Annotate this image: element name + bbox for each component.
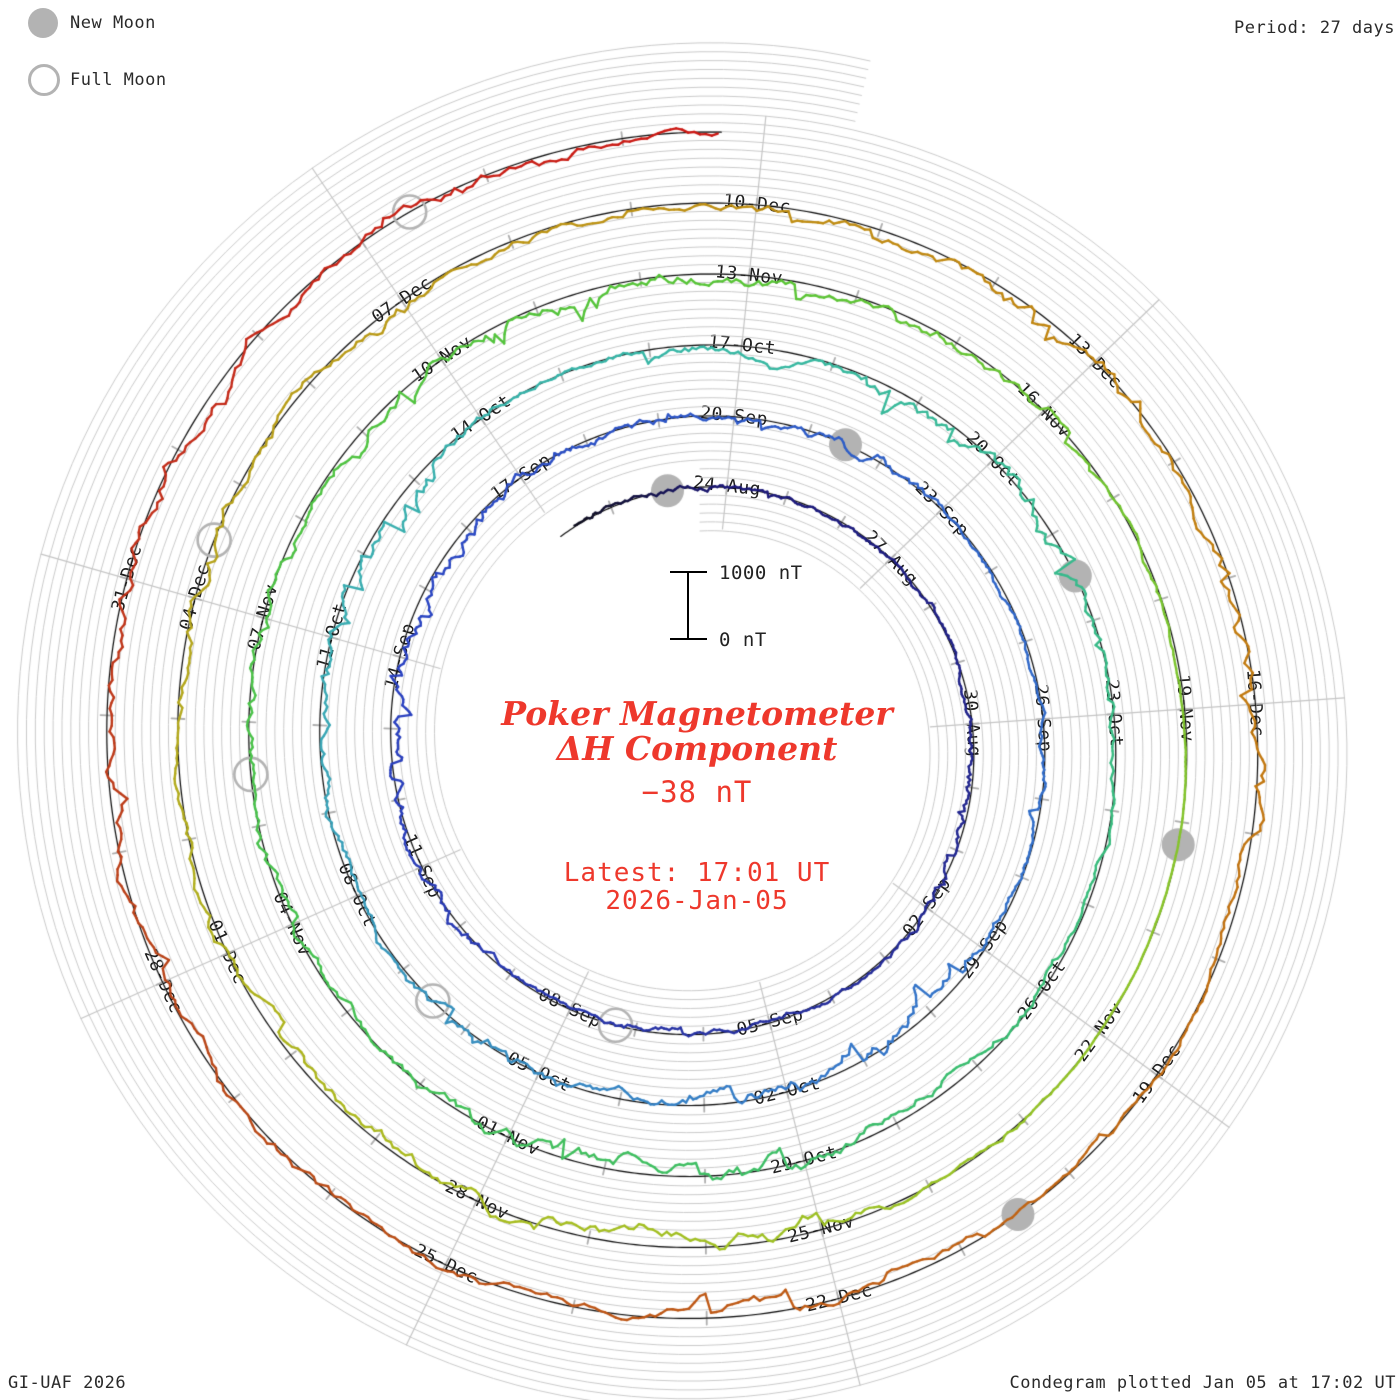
plot-title-line2: ΔH Component [556,729,838,768]
legend-new-moon-label: New Moon [70,13,156,33]
latest-date-line: 2026-Jan-05 [605,886,789,916]
plotted-timestamp-label: Condegram plotted Jan 05 at 17:02 UT [1009,1373,1396,1393]
latest-value: −38 nT [641,775,753,809]
credit-label: GI-UAF 2026 [8,1373,127,1393]
plot-title-line1: Poker Magnetometer [501,694,893,733]
scale-bar-bottom-label: 0 nT [719,629,767,651]
latest-time-line: Latest: 17:01 UT [563,858,831,888]
scale-bar-top-label: 1000 nT [719,562,803,584]
period-label: Period: 27 days [1233,18,1395,38]
legend-full-moon-label: Full Moon [70,70,167,90]
